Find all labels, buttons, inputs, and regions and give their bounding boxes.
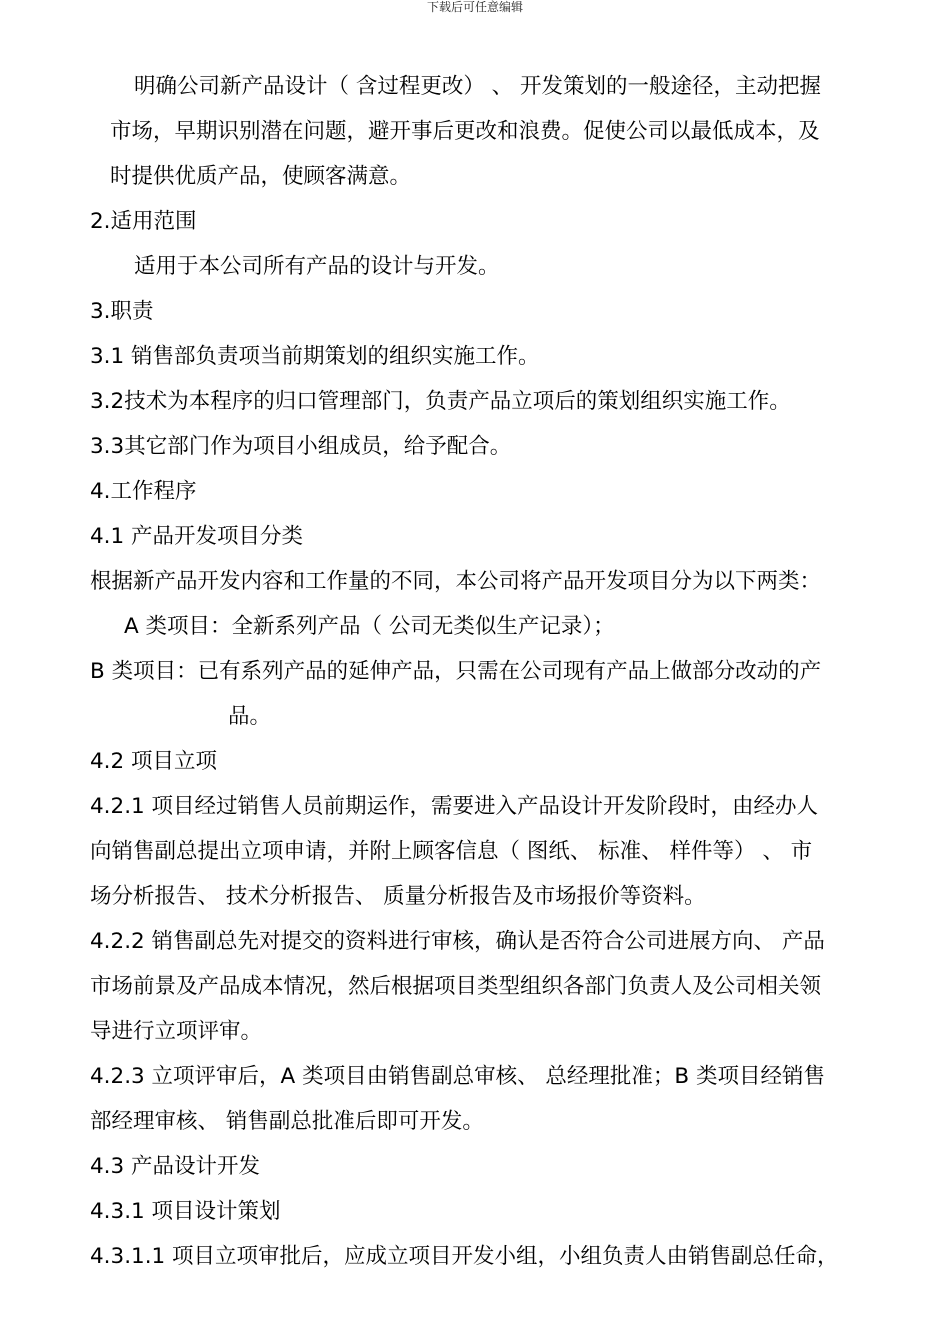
document-body: [90, 64, 890, 1279]
section-heading-procedure: 4.工作程序: [90, 479, 197, 504]
clause-4-2-3-line2: 部经理审核、 销售副总批准后即可开发。: [90, 1109, 484, 1134]
clause-3-1: 3.1 销售部负责项当前期策划的组织实施工作。: [90, 344, 540, 369]
clause-4-3-1: 4.3.1 项目设计策划: [90, 1199, 281, 1224]
clause-4-2-2-line2: 市场前景及产品成本情况，然后根据项目类型组织各部门负责人及公司相关领: [90, 974, 822, 999]
clause-4-2-2-line3: 导进行立项评审。: [90, 1019, 263, 1044]
paragraph-scope: 适用于本公司所有产品的设计与开发。: [134, 254, 500, 279]
clause-3-2: 3.2技术为本程序的归口管理部门，负责产品立项后的策划组织实施工作。: [90, 389, 791, 414]
item-class-b-line2: 品。: [228, 704, 272, 729]
clause-3-3: 3.3其它部门作为项目小组成员，给予配合。: [90, 434, 512, 459]
clause-4-3: 4.3 产品设计开发: [90, 1154, 261, 1179]
section-heading-responsibility: 3.职责: [90, 299, 154, 324]
item-class-a: A 类项目：全新系列产品（ 公司无类似生产记录）；: [124, 614, 615, 639]
clause-4-1: 4.1 产品开发项目分类: [90, 524, 304, 549]
clause-4-2-1-line1: 4.2.1 项目经过销售人员前期运作，需要进入产品设计开发阶段时，由经办人: [90, 794, 819, 819]
clause-4-2-2-line1: 4.2.2 销售副总先对提交的资料进行审核，确认是否符合公司进展方向、 产品: [90, 929, 825, 954]
clause-4-2-1-line3: 场分析报告、 技术分析报告、 质量分析报告及市场报价等资料。: [90, 884, 706, 909]
page-header: 下载后可任意编辑: [426, 0, 523, 14]
clause-4-2-1-line2: 向销售副总提出立项申请，并附上顾客信息（ 图纸、 标准、 样件等） 、 市: [90, 839, 813, 864]
clause-4-2: 4.2 项目立项: [90, 749, 218, 774]
paragraph-purpose-line1: 明确公司新产品设计（ 含过程更改） 、 开发策划的一般途径，主动把握: [134, 74, 822, 99]
clause-4-2-3-line1: 4.2.3 立项评审后，A 类项目由销售副总审核、 总经理批准；B 类项目经销售: [90, 1064, 826, 1089]
paragraph-purpose-line3: 时提供优质产品，使顾客满意。: [110, 164, 412, 189]
item-class-b-line1: B 类项目：已有系列产品的延伸产品，只需在公司现有产品上做部分改动的产: [90, 659, 822, 684]
section-heading-scope: 2.适用范围: [90, 209, 197, 234]
clause-4-3-1-1: 4.3.1.1 项目立项审批后，应成立项目开发小组，小组负责人由销售副总任命，: [90, 1244, 839, 1269]
paragraph-classification: 根据新产品开发内容和工作量的不同，本公司将产品开发项目分为以下两类：: [90, 569, 822, 594]
paragraph-purpose-line2: 市场，早期识别潜在问题，避开事后更改和浪费。促使公司以最低成本，及: [110, 119, 820, 144]
